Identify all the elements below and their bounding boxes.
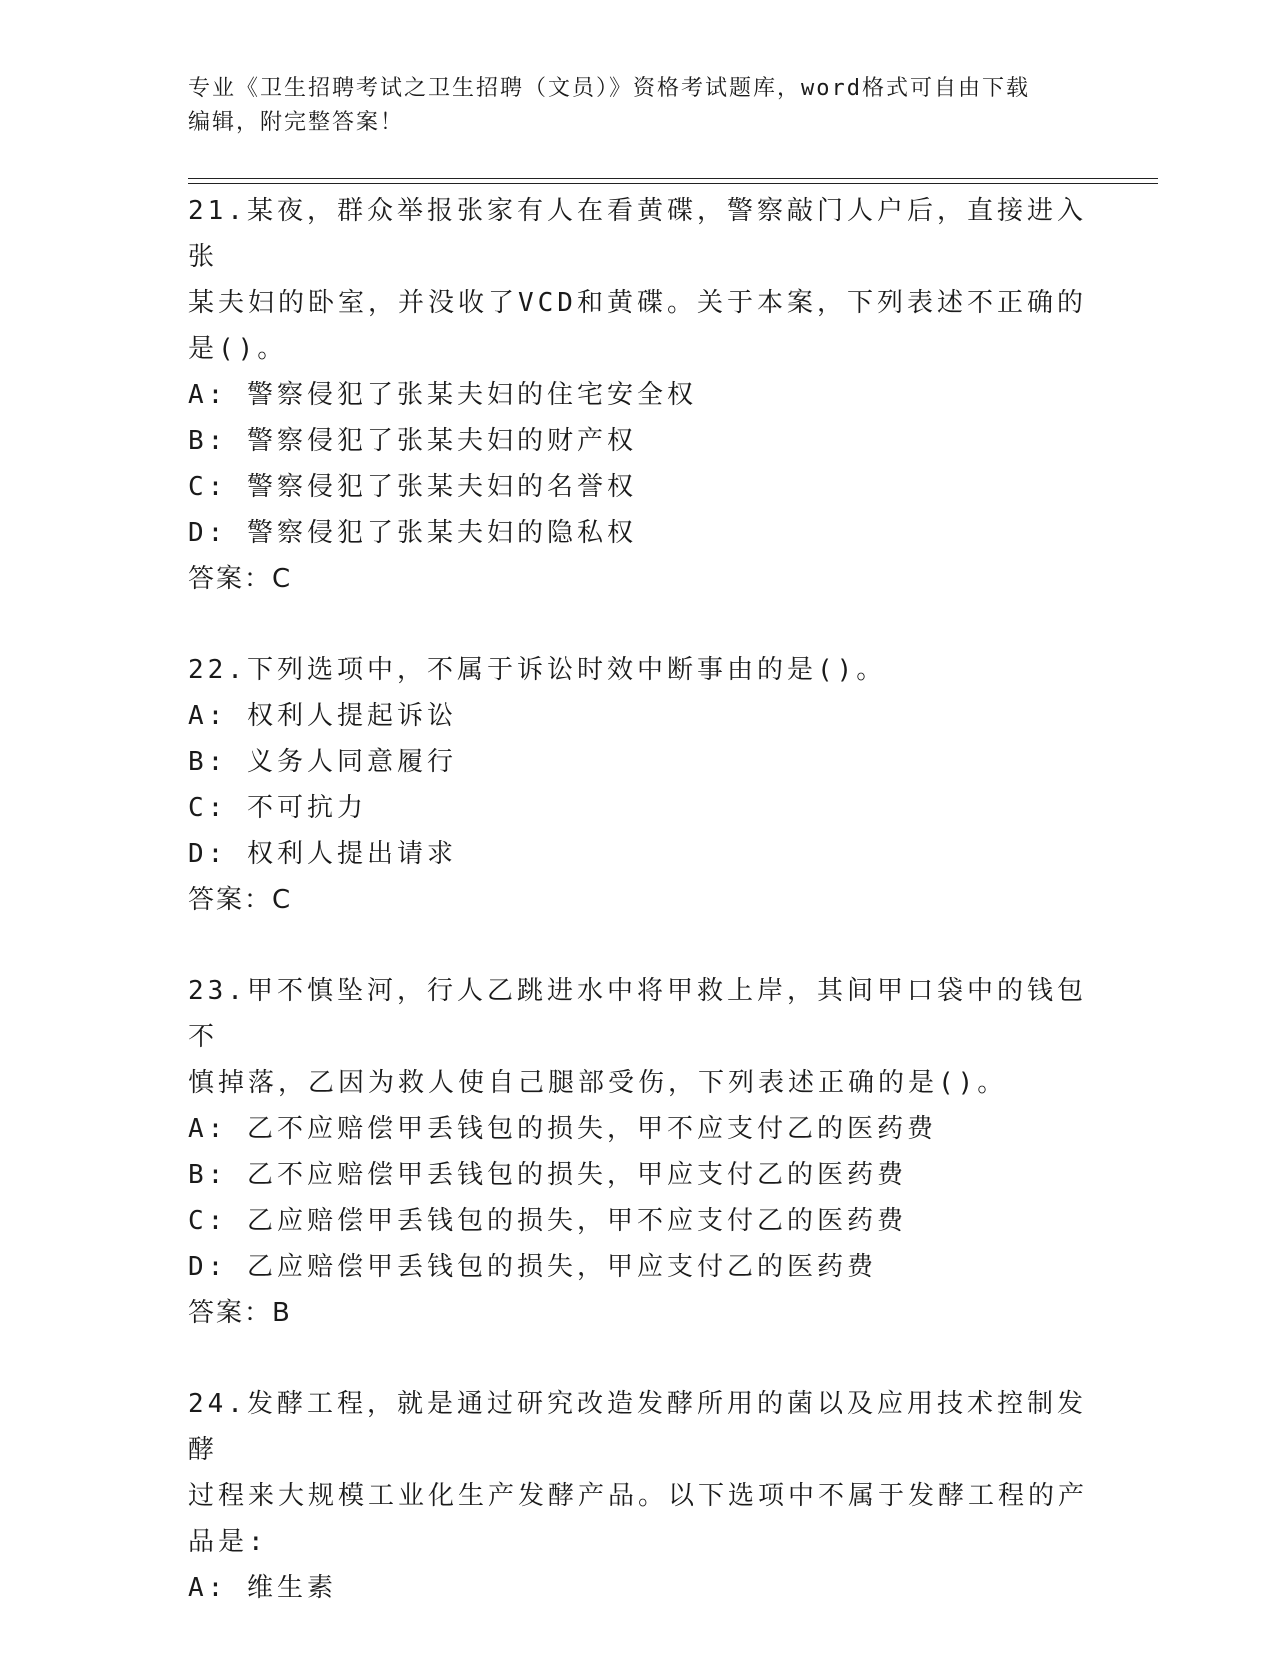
document-header [188,72,1088,140]
header-divider-top [188,178,1158,179]
question-text-line: 某夫妇的卧室，并没收了VCD和黄碟。关于本案，下列表述不正确的 [188,288,1087,318]
option-b: B: 警察侵犯了张某夫妇的财产权 [188,426,637,456]
question-text-line: 过程来大规模工业化生产发酵产品。以下选项中不属于发酵工程的产 [188,1481,1089,1511]
question-text-line: 21.某夜，群众举报张家有人在看黄碟，警察敲门人户后，直接进入张 [188,196,1087,272]
question-22 [188,647,1088,923]
answer-label: 答案：B [188,1298,292,1328]
option-d: D: 权利人提出请求 [188,839,457,869]
question-text-line: 品是: [188,1527,268,1557]
header-divider-bottom [188,183,1158,184]
question-21 [188,188,1088,602]
option-c: C: 警察侵犯了张某夫妇的名誉权 [188,472,637,502]
question-text-line: 慎掉落，乙因为救人使自己腿部受伤，下列表述正确的是()。 [188,1068,1008,1098]
header-line-2: 编辑，附完整答案！ [188,110,405,135]
option-a: A: 乙不应赔偿甲丢钱包的损失，甲不应支付乙的医药费 [188,1114,937,1144]
option-a: A: 权利人提起诉讼 [188,701,457,731]
option-c: C: 不可抗力 [188,793,367,823]
question-text-line: 24.发酵工程，就是通过研究改造发酵所用的菌以及应用技术控制发酵 [188,1389,1087,1465]
option-a: A: 维生素 [188,1573,337,1603]
question-text-line: 23.甲不慎坠河，行人乙跳进水中将甲救上岸，其间甲口袋中的钱包不 [188,976,1087,1052]
option-c: C: 乙应赔偿甲丢钱包的损失，甲不应支付乙的医药费 [188,1206,907,1236]
answer-label: 答案：C [188,564,293,594]
question-text-line: 是()。 [188,334,288,364]
option-d: D: 警察侵犯了张某夫妇的隐私权 [188,518,637,548]
option-b: B: 义务人同意履行 [188,747,457,777]
answer-label: 答案：C [188,885,293,915]
question-list [188,188,1088,1656]
option-a: A: 警察侵犯了张某夫妇的住宅安全权 [188,380,697,410]
question-23 [188,968,1088,1336]
header-line-1: 专业《卫生招聘考试之卫生招聘（文员）》资格考试题库，word格式可自由下载 [188,76,1030,101]
question-24 [188,1381,1088,1611]
option-b: B: 乙不应赔偿甲丢钱包的损失，甲应支付乙的医药费 [188,1160,907,1190]
option-d: D: 乙应赔偿甲丢钱包的损失，甲应支付乙的医药费 [188,1252,877,1282]
question-text-line: 22.下列选项中，不属于诉讼时效中断事由的是()。 [188,655,887,685]
